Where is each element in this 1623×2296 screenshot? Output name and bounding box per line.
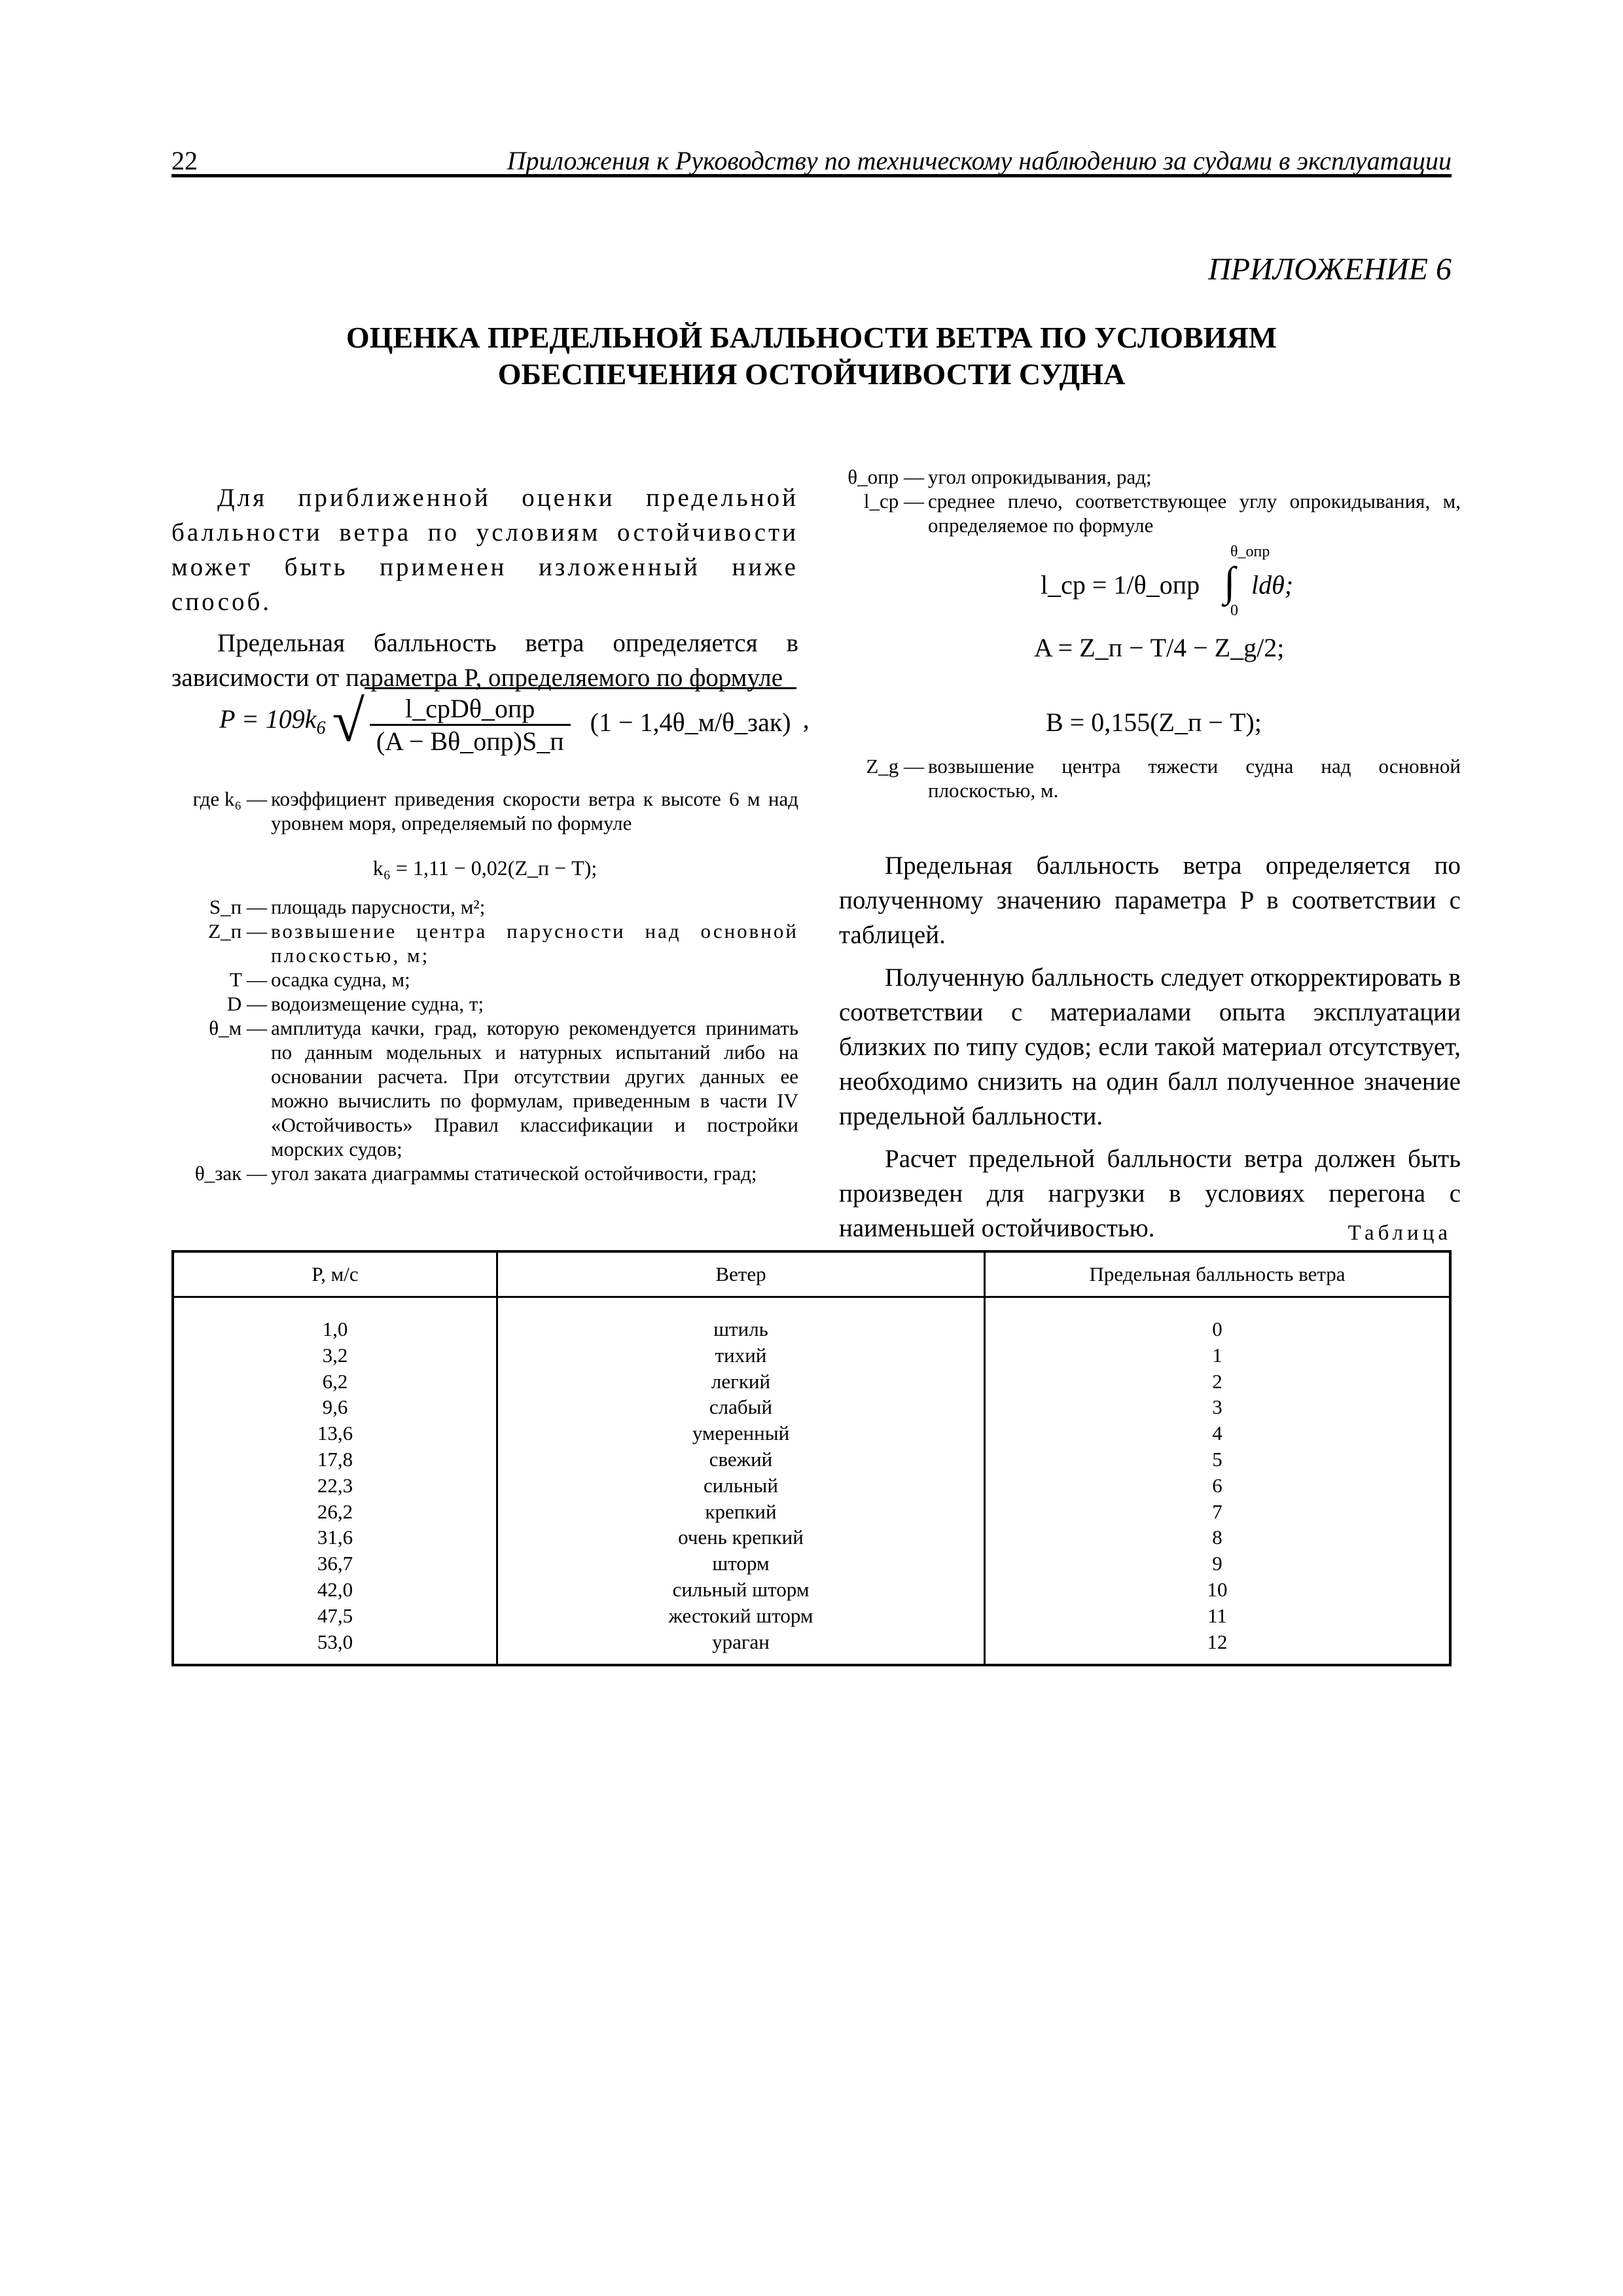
- integral-sign: ∫: [1224, 558, 1236, 605]
- def-s: S_п — площадь парусности, м²;: [209, 895, 486, 918]
- def-theta-m: θ_м — амплитуда качки, град, которую рекомендуется принимать по данным модельных и натурных испытаний либо на основании расчета. При отсутствии других данных ее можно вычислить по формулам, приведенным в части IV «Остойчивость» Правил классификации и постройки морских судов;: [209, 1016, 798, 1160]
- column-force-values: 0 1 2 3 4 5 6 7 8 9 10 11 12: [985, 1297, 1451, 1666]
- right-definitions: [839, 465, 1461, 537]
- k6-definition: [171, 787, 798, 835]
- integral-upper-limit: θ_опр: [1230, 543, 1270, 560]
- table-body: [173, 1297, 1450, 1666]
- zg-symbol: Z_g —: [866, 755, 924, 778]
- k6-text: коэффициент приведения скорости ветра к высоте 6 м над уровнем моря, определяемый по формуле: [271, 787, 798, 834]
- table-caption: Таблица: [1347, 1221, 1452, 1245]
- zg-text: возвышение центра тяжести судна над основной плоскостью, м.: [928, 755, 1461, 802]
- right-paragraph-1: Предельная балльность ветра определяется по полученному значению параметра P в соответствии с таблицей.: [839, 852, 1461, 949]
- left-column-intro: [171, 480, 798, 695]
- formula-p-factor: (1 − 1,4θ_м/θ_зак): [590, 707, 791, 737]
- formula-p-numerator: l_срDθ_опр: [370, 693, 571, 726]
- p-definition-paragraph: Предельная балльность ветра определяется в зависимости от параметра P, определяемого по формуле: [171, 629, 798, 692]
- left-definitions: [171, 787, 798, 1185]
- k6-symbol: где k₆ —: [192, 787, 267, 810]
- header-p: P, м/с: [173, 1251, 497, 1297]
- integral-lower-limit: 0: [1230, 602, 1238, 619]
- sqrt-sign: √: [332, 689, 365, 754]
- right-column-text: [839, 848, 1461, 1246]
- formula-l-integrand: ldθ;: [1251, 570, 1294, 600]
- formula-p: [219, 687, 808, 757]
- formula-l-lhs: l_ср = 1/θ_опр: [1041, 570, 1200, 600]
- wind-table: [171, 1250, 1452, 1666]
- zg-definition: [839, 754, 1461, 802]
- def-t: T — осадка судна, м;: [229, 968, 410, 991]
- title-line-2: ОБЕСПЕЧЕНИЯ ОСТОЙЧИВОСТИ СУДНА: [497, 357, 1126, 391]
- running-title: Приложения к Руководству по техническому наблюдению за судами в эксплуатации: [507, 146, 1452, 175]
- right-paragraph-2: Полученную балльность следует откорректировать в соответствии с материалами опыта эксплуатации близких по типу судов; если такой материал отсутствует, необходимо снизить на один балл полученное значение предельной балльности.: [839, 963, 1461, 1130]
- def-l-sr: l_ср — среднее плечо, соответствующее углу опрокидывания, м, определяемое по формуле: [863, 490, 1461, 537]
- page-number: 22: [171, 146, 198, 175]
- column-p-values: 1,0 3,2 6,2 9,6 13,6 17,8 22,3 26,2 31,6 36,7 42,0 47,5 53,0: [173, 1297, 497, 1666]
- formula-a: A = Z_п − T/4 − Z_g/2;: [1034, 633, 1285, 662]
- formula-p-fraction: [370, 693, 571, 757]
- formula-p-lhs: $P = 109k_6$: [219, 704, 326, 739]
- header-force: Предельная балльность ветра: [985, 1251, 1451, 1297]
- column-wind-values: штиль тихий легкий слабый умеренный свежий сильный крепкий очень крепкий шторм сильный шторм жестокий шторм ураган: [497, 1297, 985, 1666]
- document-title: [171, 319, 1452, 393]
- formula-p-denominator: (A − Bθ_опр)S_п: [376, 726, 564, 756]
- sqrt-body: [365, 687, 796, 757]
- def-zp: Z_п — возвышение центра парусности над основной плоскостью, м;: [208, 920, 798, 967]
- formula-p-tail: ,: [802, 704, 810, 734]
- title-line-1: ОЦЕНКА ПРЕДЕЛЬНОЙ БАЛЛЬНОСТИ ВЕТРА ПО УСЛОВИЯМ: [346, 321, 1277, 354]
- def-theta-zak: θ_зак — угол заката диаграммы статической остойчивости, град;: [194, 1162, 757, 1185]
- def-theta-opr: θ_опр — угол опрокидывания, рад;: [847, 465, 1152, 488]
- appendix-label: ПРИЛОЖЕНИЕ 6: [1208, 252, 1452, 287]
- right-paragraph-3: Расчет предельной балльности ветра должен быть произведен для нагрузки в условиях перегона с наименьшей остойчивостью.: [839, 1145, 1461, 1242]
- formula-b: B = 0,155(Z_п − T);: [1046, 708, 1262, 737]
- header-wind: Ветер: [497, 1251, 985, 1297]
- intro-paragraph: Для приближенной оценки предельной балльности ветра по условиям остойчивости может быть применен изложенный ниже способ.: [171, 484, 798, 616]
- table-header-row: [173, 1251, 1450, 1297]
- header-rule: [171, 174, 1452, 177]
- formula-k6: k₆ = 1,11 − 0,02(Z_п − T);: [372, 856, 597, 880]
- def-d: D — водоизмещение судна, т;: [226, 992, 484, 1015]
